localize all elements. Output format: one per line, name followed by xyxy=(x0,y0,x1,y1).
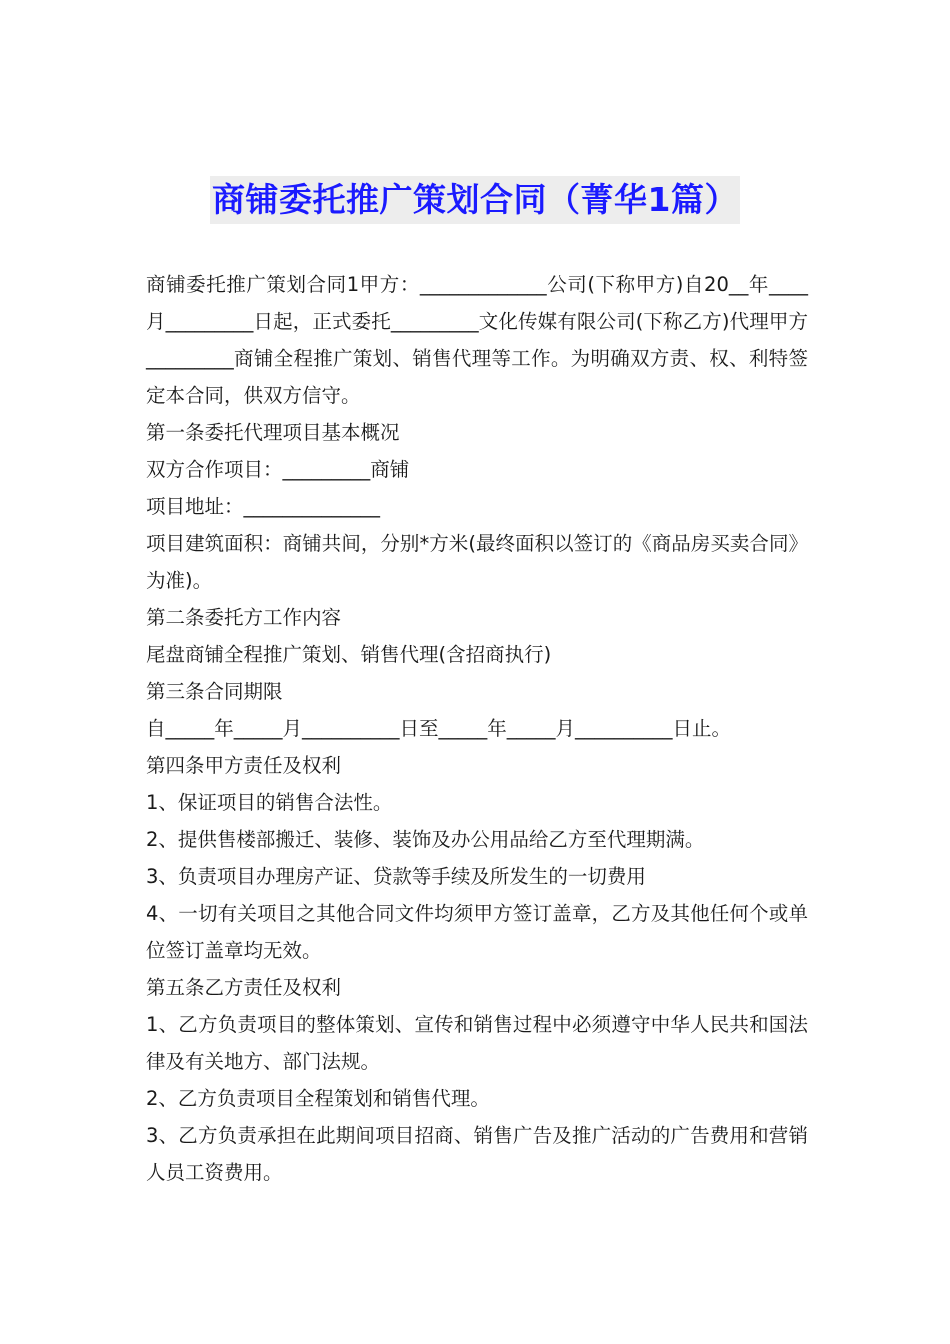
paragraph-project-area: 项目建筑面积：商铺共间，分别*方米(最终面积以签订的《商品房买卖合同》为准)。 xyxy=(146,532,808,592)
paragraph-intro: 商铺委托推广策划合同1甲方：_____________公司(下称甲方)自20__年____月_________日起，正式委托_________文化传媒有限公司(下称乙方)代理甲方_________商铺全程推广策划、销售代理等工作。为明确双方责、权、利特签定本合同，供双方信守。 xyxy=(146,273,808,407)
heading-article-3: 第三条合同期限 xyxy=(146,680,283,703)
list-item-party-b-3: 3、乙方负责承担在此期间项目招商、销售广告及推广活动的广告费用和营销人员工资费用。 xyxy=(146,1124,808,1184)
list-item-party-b-1: 1、乙方负责项目的整体策划、宣传和销售过程中必须遵守中华人民共和国法律及有关地方、部门法规。 xyxy=(146,1013,808,1073)
list-item-party-a-3: 3、负责项目办理房产证、贷款等手续及所发生的一切费用 xyxy=(146,865,646,888)
title-container xyxy=(0,176,950,224)
heading-article-2: 第二条委托方工作内容 xyxy=(146,606,342,629)
document-body xyxy=(146,266,808,1191)
heading-article-4: 第四条甲方责任及权利 xyxy=(146,754,342,777)
paragraph-work-content: 尾盘商铺全程推广策划、销售代理(含招商执行) xyxy=(146,643,552,666)
heading-article-1: 第一条委托代理项目基本概况 xyxy=(146,421,400,444)
list-item-party-b-2: 2、乙方负责项目全程策划和销售代理。 xyxy=(146,1087,490,1110)
list-item-party-a-1: 1、保证项目的销售合法性。 xyxy=(146,791,393,814)
document-title: 商铺委托推广策划合同（菁华1篇） xyxy=(210,176,740,224)
heading-article-5: 第五条乙方责任及权利 xyxy=(146,976,342,999)
paragraph-contract-period: 自_____年_____月__________日至_____年_____月__________日止。 xyxy=(146,717,732,740)
list-item-party-a-2: 2、提供售楼部搬迁、装修、装饰及办公用品给乙方至代理期满。 xyxy=(146,828,705,851)
paragraph-project-name: 双方合作项目：_________商铺 xyxy=(146,458,410,481)
paragraph-project-address: 项目地址：______________ xyxy=(146,495,381,518)
list-item-party-a-4: 4、一切有关项目之其他合同文件均须甲方签订盖章，乙方及其他任何个或单位签订盖章均无效。 xyxy=(146,902,808,962)
